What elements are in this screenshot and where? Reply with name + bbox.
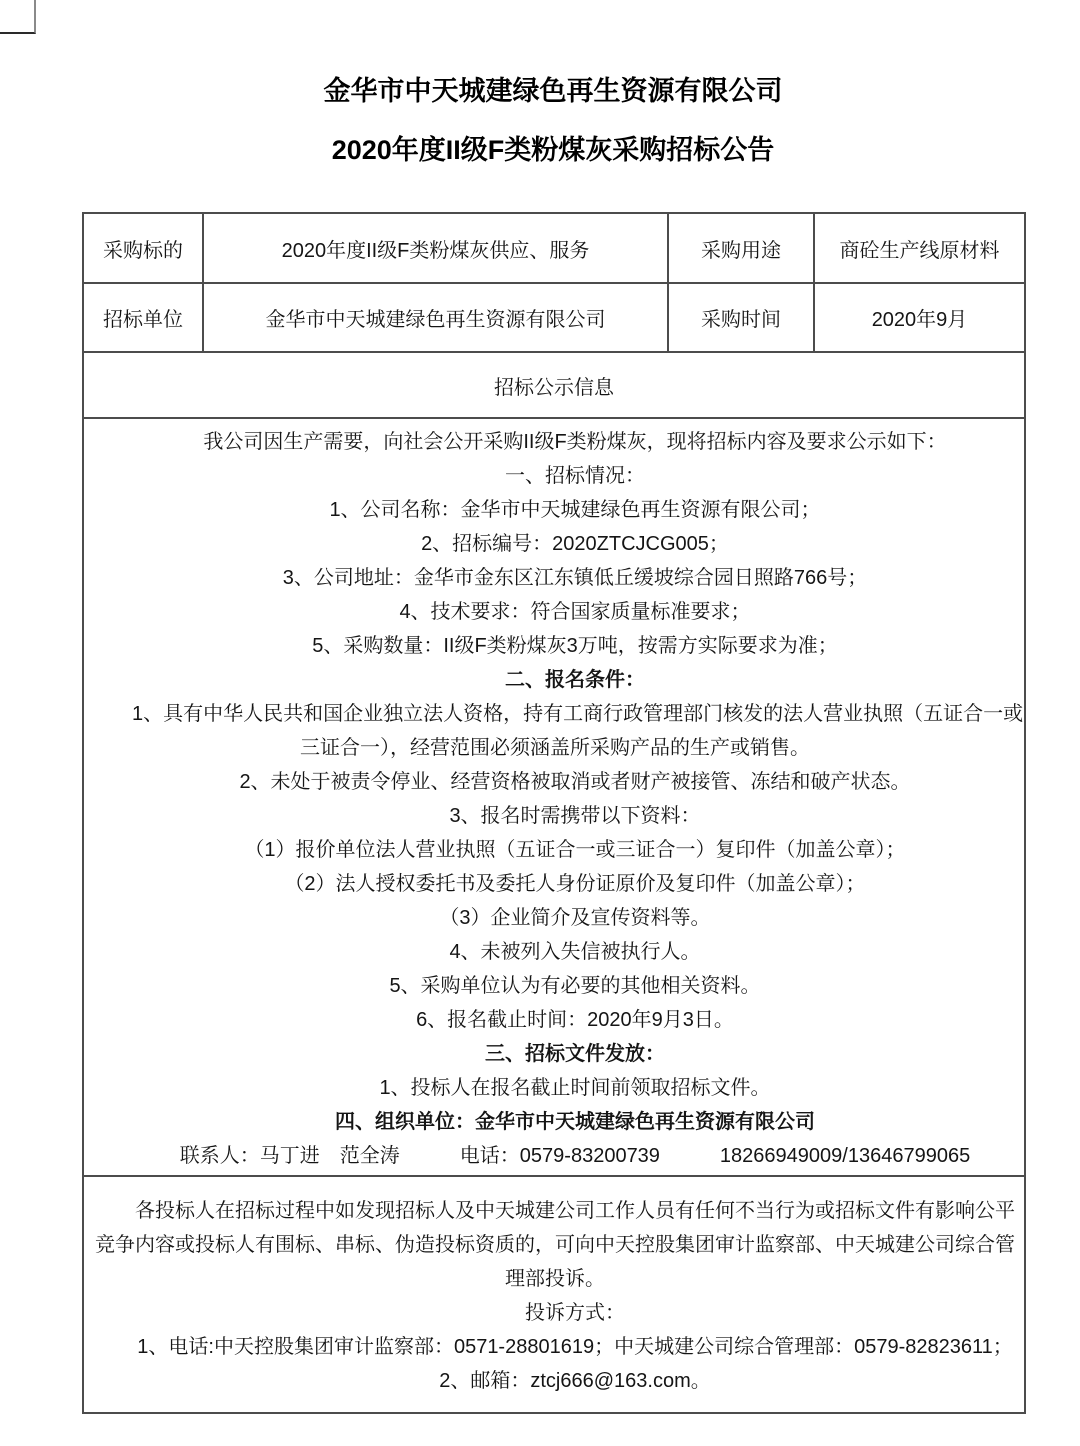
text-line: 5、采购数量：II级F类粉煤灰3万吨，按需方实际要求为准； <box>312 635 838 657</box>
text-line: 我公司因生产需要，向社会公开采购II级F类粉煤灰，现将招标内容及要求公示如下： <box>203 431 947 453</box>
text-line: 2、未处于被责令停业、经营资格被取消或者财产被接管、冻结和破产状态。 <box>239 771 911 793</box>
text-line: 1、电话:中天控股集团审计监察部：0571-28801619；中天城建公司综合管理部：0579-82823611； <box>137 1335 1013 1358</box>
procurement-time-value: 2020年9月 <box>814 283 1025 352</box>
text-line: （1）报价单位法人营业执照（五证合一或三证合一）复印件（加盖公章）； <box>244 839 906 861</box>
text-line: 各投标人在招标过程中如发现招标人及中天城建公司工作人员有任何不当行为或招标文件有影响公平 <box>135 1199 1015 1222</box>
text-line: 3、报名时需携带以下资料： <box>449 805 701 827</box>
procurement-subject-label: 采购标的 <box>83 213 203 283</box>
text-line: 4、未被列入失信被执行人。 <box>449 941 701 963</box>
text-line: 4、技术要求：符合国家质量标准要求； <box>399 601 751 623</box>
text-line: 联系人：马丁进 范全涛 电话：0579-83200739 18266949009/13646799065 <box>179 1145 971 1167</box>
text-line: 投诉方式： <box>525 1301 625 1324</box>
text-line: 三证合一），经营范围必须涵盖所采购产品的生产或销售。 <box>300 737 810 759</box>
document-title: 金华市中天城建绿色再生资源有限公司 <box>323 76 783 106</box>
procurement-subject-value: 2020年度II级F类粉煤灰供应、服务 <box>203 213 668 283</box>
complaint-info-cell <box>83 1176 1025 1413</box>
document-subtitle: 2020年度II级F类粉煤灰采购招标公告 <box>331 135 775 165</box>
table-row <box>83 1176 1025 1413</box>
text-line: 1、具有中华人民共和国企业独立法人资格，持有工商行政管理部门核发的法人营业执照（五证合一或 <box>132 703 1024 725</box>
text-line: （2）法人授权委托书及委托人身份证原价及复印件（加盖公章）； <box>284 873 866 895</box>
text-line: 四、组织单位：金华市中天城建绿色再生资源有限公司 <box>335 1111 815 1133</box>
tendering-unit-value: 金华市中天城建绿色再生资源有限公司 <box>203 283 668 352</box>
tender-notice-table <box>82 212 1026 1414</box>
tendering-unit-label: 招标单位 <box>83 283 203 352</box>
notice-body-cell <box>83 418 1025 1176</box>
text-line: 5、采购单位认为有必要的其他相关资料。 <box>389 975 761 997</box>
table-row <box>83 418 1025 1176</box>
table-row <box>83 283 1025 352</box>
text-line: 三、招标文件发放： <box>485 1043 665 1065</box>
procurement-use-value: 商砼生产线原材料 <box>814 213 1025 283</box>
text-line: 一、招标情况： <box>505 465 645 487</box>
text-line: 理部投诉。 <box>505 1267 605 1290</box>
text-line: 竞争内容或投标人有围标、串标、伪造投标资质的，可向中天控股集团审计监察部、中天城建公司综合管 <box>95 1233 1015 1256</box>
page-corner-crop-mark <box>0 0 36 34</box>
text-line: 二、报名条件： <box>505 669 645 691</box>
text-line: 1、公司名称：金华市中天城建绿色再生资源有限公司； <box>329 499 821 521</box>
text-line: 2、邮箱：ztcj666@163.com。 <box>439 1369 711 1392</box>
table-row <box>83 352 1025 418</box>
procurement-use-label: 采购用途 <box>668 213 814 283</box>
text-line: 6、报名截止时间：2020年9月3日。 <box>416 1009 734 1031</box>
section-header-tender-public-info: 招标公示信息 <box>83 352 1025 418</box>
text-line: 1、投标人在报名截止时间前领取招标文件。 <box>379 1077 771 1099</box>
text-line: （3）企业简介及宣传资料等。 <box>439 907 711 929</box>
procurement-time-label: 采购时间 <box>668 283 814 352</box>
text-line: 3、公司地址：金华市金东区江东镇低丘缓坡综合园日照路766号； <box>282 567 868 589</box>
document-header <box>82 76 1024 165</box>
text-line: 2、招标编号：2020ZTCJCG005； <box>421 533 729 555</box>
table-row <box>83 213 1025 283</box>
